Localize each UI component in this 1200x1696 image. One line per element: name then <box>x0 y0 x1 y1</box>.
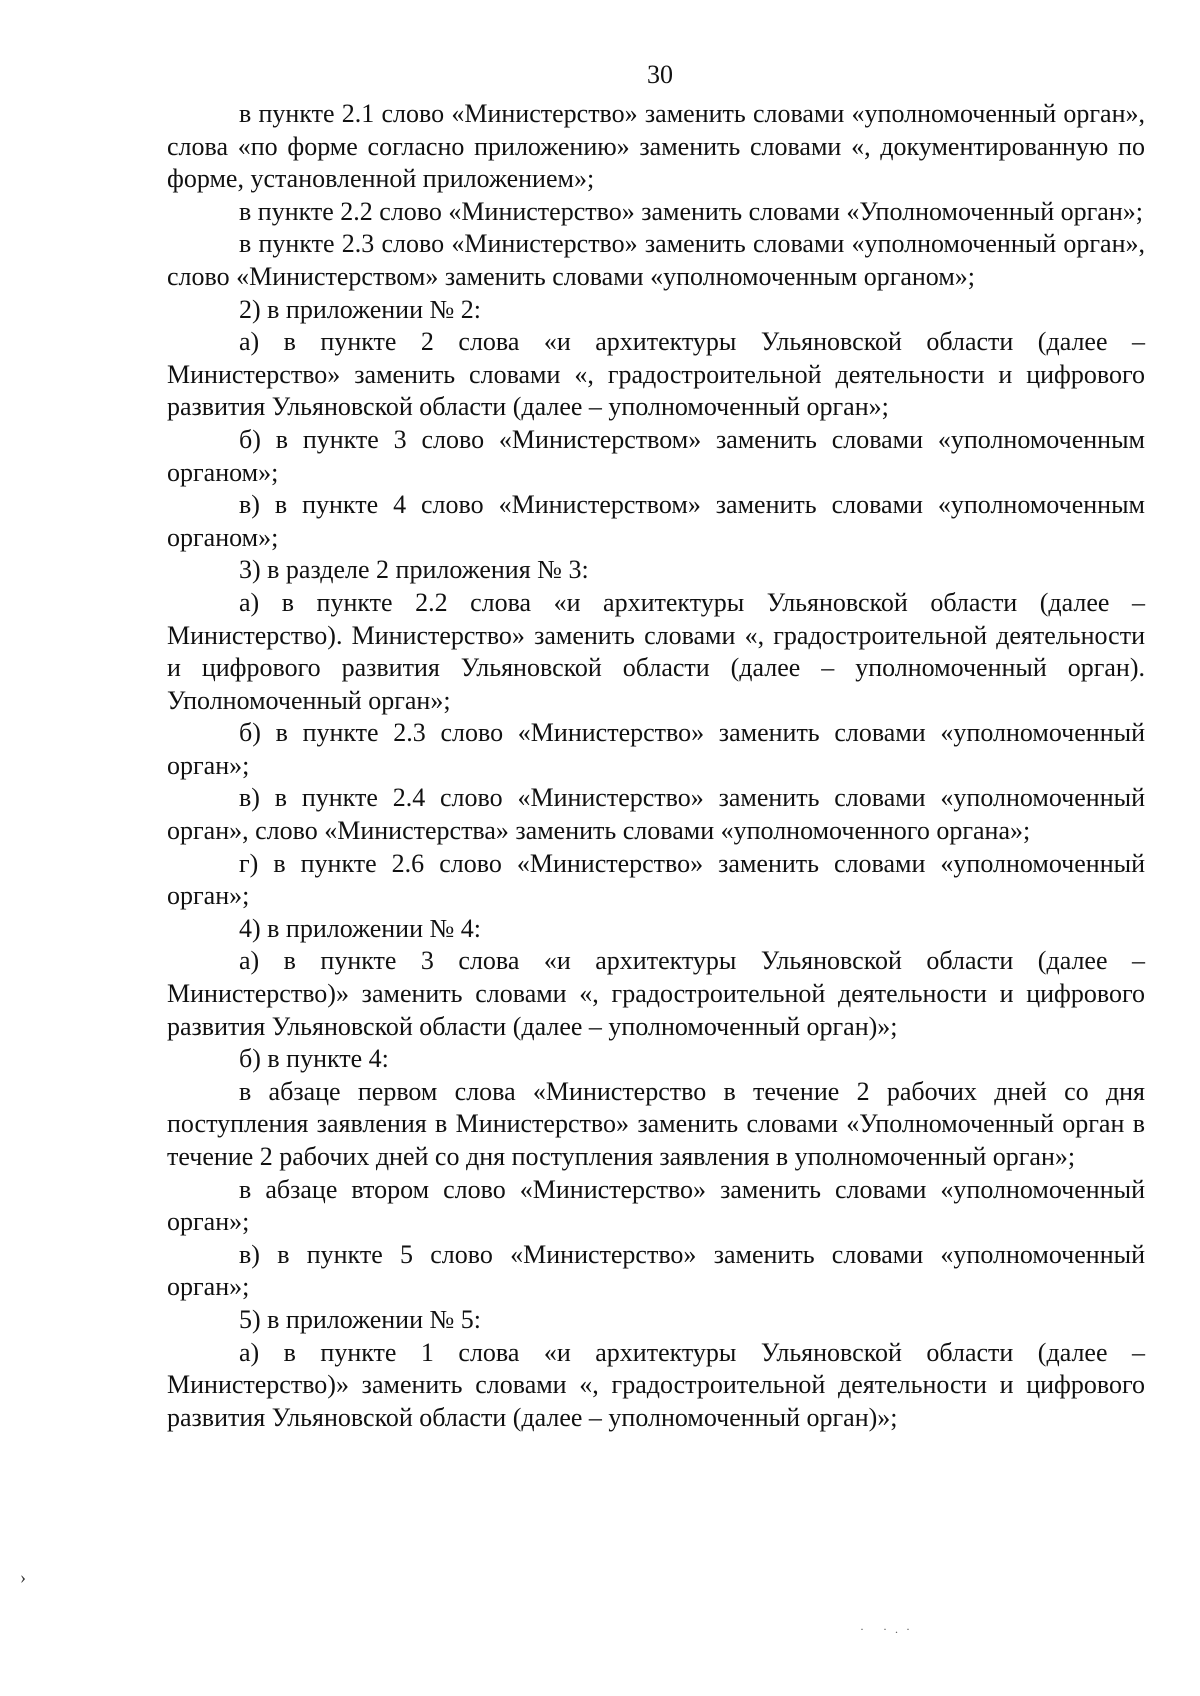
paragraph-appendix-5-heading: 5) в приложении № 5: <box>239 1304 482 1334</box>
paragraph-appendix-2-b: б) в пункте 3 слово «Министерством» заменить словами «уполномоченным органом»; <box>167 424 1145 487</box>
paragraph-item-2-2: в пункте 2.2 слово «Министерство» заменить словами «Уполномоченный орган»; <box>239 196 1143 226</box>
paragraph-appendix-2-c: в) в пункте 4 слово «Министерством» заменить словами «уполномоченным органом»; <box>167 490 1145 552</box>
paragraph-appendix-2-heading: 2) в приложении № 2: <box>239 294 482 324</box>
scan-specks: · ·.· <box>860 1622 918 1636</box>
paragraph-appendix-4-b-second: в абзаце втором слово «Министерство» заменить словами «уполномоченный орган»; <box>167 1174 1145 1237</box>
paragraph-appendix-3-heading: 3) в разделе 2 приложения № 3: <box>239 555 589 585</box>
document-body <box>167 98 1145 1434</box>
paragraph-appendix-2-a: а) в пункте 2 слова «и архитектуры Ульяновской области (далее – Министерство» заменить словами «, градостроительной деятельности и цифрового развития Ульяновской области (далее – уполномоченный орган»; <box>167 327 1145 422</box>
scan-margin-mark: › <box>20 1567 26 1587</box>
paragraph-appendix-5-a: а) в пункте 1 слова «и архитектуры Ульяновской области (далее – Министерство)» заменить словами «, градостроительной деятельности и цифрового развития Ульяновской области (далее – уполномоченный орган)»; <box>167 1337 1145 1432</box>
paragraph-item-2-1: в пункте 2.1 слово «Министерство» заменить словами «уполномоченный орган», слова «по форме согласно приложению» заменить словами «, документированную по форме, установленной приложением»; <box>167 99 1145 194</box>
page-number: 30 <box>647 60 673 89</box>
paragraph-appendix-3-a: а) в пункте 2.2 слова «и архитектуры Ульяновской области (далее – Министерство). Министерство» заменить словами «, градостроительной деятельности и цифрового развития Ульяновской области (далее – уполномоченный орган). Уполномоченный орган»; <box>167 587 1145 715</box>
paragraph-appendix-3-d: г) в пункте 2.6 слово «Министерство» заменить словами «уполномоченный орган»; <box>167 848 1145 911</box>
paragraph-appendix-4-a: а) в пункте 3 слова «и архитектуры Ульяновской области (далее – Министерство)» заменить словами «, градостроительной деятельности и цифрового развития Ульяновской области (далее – уполномоченный орган)»; <box>167 946 1145 1041</box>
paragraph-appendix-3-c: в) в пункте 2.4 слово «Министерство» заменить словами «уполномоченный орган», слово «Министерства» заменить словами «уполномоченного органа»; <box>167 783 1145 846</box>
paragraph-appendix-3-b: б) в пункте 2.3 слово «Министерство» заменить словами «уполномоченный орган»; <box>167 718 1145 780</box>
paragraph-item-2-3: в пункте 2.3 слово «Министерство» заменить словами «уполномоченный орган», слово «Министерством» заменить словами «уполномоченным органом»; <box>167 229 1145 291</box>
paragraph-appendix-4-b: б) в пункте 4: <box>239 1044 389 1074</box>
paragraph-appendix-4-heading: 4) в приложении № 4: <box>239 913 482 943</box>
paragraph-appendix-4-c: в) в пункте 5 слово «Министерство» заменить словами «уполномоченный орган»; <box>167 1239 1145 1302</box>
paragraph-appendix-4-b-first: в абзаце первом слова «Министерство в течение 2 рабочих дней со дня поступления заявления в Министерство» заменить словами «Уполномоченный орган в течение 2 рабочих дней со дня поступления заявления в уполномоченный орган»; <box>167 1076 1145 1171</box>
